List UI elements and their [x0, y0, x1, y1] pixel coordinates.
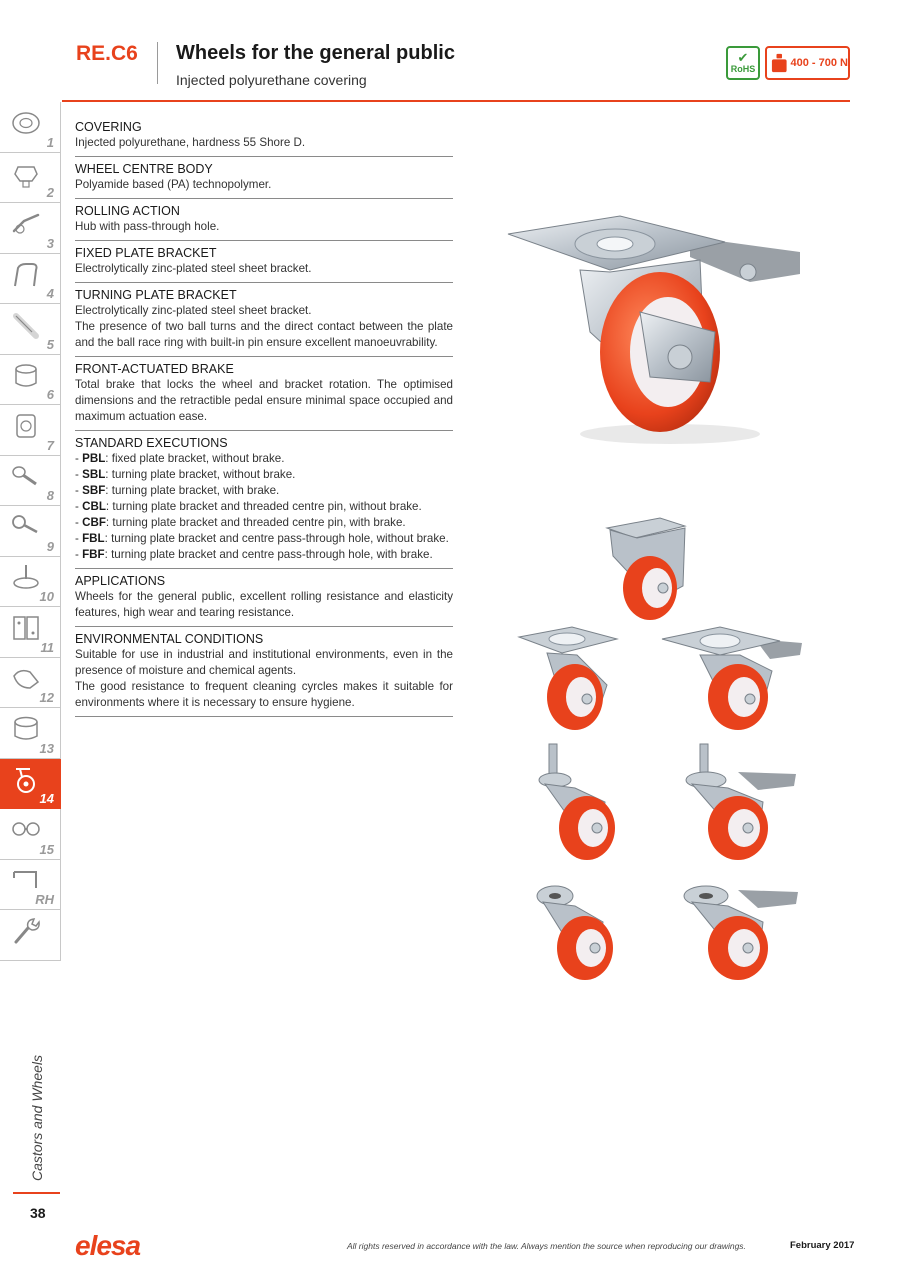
tab-number: 3: [46, 235, 54, 251]
execution-code: CBF: [82, 516, 106, 529]
tab-number: 5: [46, 336, 54, 352]
section-text: Suitable for use in industrial and institutional environments, even in the presence of moisture and chemical agents.: [75, 648, 453, 677]
side-tab-6[interactable]: [0, 355, 61, 406]
side-tab-9[interactable]: [0, 506, 61, 557]
side-tab-4[interactable]: [0, 254, 61, 305]
tab-number: 15: [39, 841, 54, 857]
execution-code: CBL: [82, 500, 106, 513]
section-title: TURNING PLATE BRACKET: [75, 288, 237, 302]
page-subtitle: Injected polyurethane covering: [176, 72, 367, 88]
knob-icon: [10, 159, 42, 189]
side-tab-15[interactable]: [0, 809, 61, 860]
execution-desc: : fixed plate bracket, without brake.: [105, 452, 285, 465]
side-tab-12[interactable]: [0, 658, 61, 709]
execution-item: - FBF: turning plate bracket and centre pass-through hole, with brake.: [75, 548, 433, 561]
castor-photo-pbl: [605, 516, 690, 621]
section-title: FRONT-ACTUATED BRAKE: [75, 362, 234, 376]
indicator-icon: [10, 411, 42, 441]
side-tab-2[interactable]: [0, 153, 61, 204]
load-range: 400 - 700 N: [790, 57, 848, 69]
side-tab-3[interactable]: [0, 203, 61, 254]
pass-through-hole-castor-image: [533, 882, 623, 982]
section-title: ROLLING ACTION: [75, 204, 180, 218]
execution-code: SBF: [82, 484, 106, 497]
section-text: The good resistance to frequent cleaning cyrcles makes it suitable for environments where it is necessary to ensure hygiene.: [75, 680, 453, 709]
execution-desc: : turning plate bracket and centre pass-through hole, with brake.: [104, 548, 433, 561]
page-title: Wheels for the general public: [176, 42, 455, 64]
threaded-knob-icon: [10, 361, 42, 391]
header-rule: [62, 100, 850, 102]
tab-number: 10: [39, 589, 54, 604]
section-text: Hub with pass-through hole.: [75, 220, 220, 233]
side-tab-14[interactable]: [0, 759, 61, 810]
execution-item: - CBL: turning plate bracket and threaded centre pin, without brake.: [75, 500, 422, 513]
section-text: Total brake that locks the wheel and bracket rotation. The optimised dimensions and the retractible pedal ensure minimal space occupied and maximum actuation ease.: [75, 378, 453, 423]
castor-icon: [10, 765, 42, 795]
side-tab-11[interactable]: [0, 607, 61, 658]
castor-photo-cbl: [535, 742, 625, 862]
side-tab-rh[interactable]: [0, 860, 61, 911]
pass-through-hole-castor-brake-image: [678, 882, 800, 982]
execution-code: PBL: [82, 452, 106, 465]
lever-icon: [10, 209, 42, 239]
tab-number: 1: [46, 134, 54, 150]
side-tab-7[interactable]: [0, 405, 61, 456]
bracket-icon: [10, 866, 42, 896]
castor-photo-sbl: [517, 625, 622, 732]
rohs-label: RoHS: [730, 64, 756, 74]
execution-item: - FBL: turning plate bracket and centre pass-through hole, without brake.: [75, 532, 449, 545]
section-text: The presence of two ball turns and the direct contact between the plate and the ball race ring with built-in pin ensure excellent manoeuvrability.: [75, 320, 453, 349]
rohs-badge: [726, 46, 760, 80]
spec-content: [75, 120, 453, 722]
execution-desc: : turning plate bracket, without brake.: [105, 468, 296, 481]
grip-icon: [10, 310, 42, 340]
section-rolling-action: [75, 204, 453, 241]
section-title: WHEEL CENTRE BODY: [75, 162, 213, 176]
tab-number: 8: [46, 488, 54, 503]
side-section-label: [12, 1050, 62, 1185]
tab-number: 6: [46, 387, 54, 402]
hinge-icon: [10, 613, 42, 643]
side-section-text: Castors and Wheels: [29, 1054, 45, 1181]
wrench-icon: [10, 916, 42, 946]
side-tabs: [0, 102, 61, 961]
swivel-castor-image: [517, 625, 622, 732]
section-title: FIXED PLATE BRACKET: [75, 246, 217, 260]
section-title: APPLICATIONS: [75, 574, 166, 588]
execution-code: FBF: [82, 548, 105, 561]
section-text: Wheels for the general public, excellent rolling resistance and elasticity features, high wear and tearing resistance.: [75, 590, 453, 619]
section-standard-executions: [75, 436, 453, 569]
side-tab-5[interactable]: [0, 304, 61, 355]
section-fixed-plate-bracket: [75, 246, 453, 283]
header-divider: [157, 42, 158, 84]
execution-item: - CBF: turning plate bracket and threaded centre pin, with brake.: [75, 516, 406, 529]
threaded-pin-castor-image: [535, 742, 625, 862]
tab-number: 2: [46, 185, 54, 200]
tab-number: 4: [46, 286, 54, 301]
fixed-castor-image: [605, 516, 690, 621]
side-tab-8[interactable]: [0, 456, 61, 507]
section-text: Electrolytically zinc-plated steel sheet bracket.: [75, 262, 312, 275]
execution-desc: : turning plate bracket and centre pass-through hole, without brake.: [104, 532, 449, 545]
threaded-pin-castor-brake-image: [678, 742, 798, 862]
handle-icon: [10, 260, 42, 290]
side-rule: [13, 1192, 60, 1194]
elesa-logo: elesa: [75, 1230, 141, 1261]
section-text: Polyamide based (PA) technopolymer.: [75, 178, 272, 191]
execution-code: FBL: [82, 532, 105, 545]
tab-number: 11: [40, 639, 54, 655]
castor-photo-cbf: [678, 742, 798, 862]
latch-icon: [10, 664, 42, 694]
load-badge: [765, 46, 850, 80]
execution-desc: : turning plate bracket, with brake.: [105, 484, 280, 497]
castor-photo-main: [500, 212, 820, 447]
eye-bolt-icon: [10, 512, 42, 542]
tab-number: 7: [46, 437, 54, 453]
section-environmental-conditions: [75, 632, 453, 717]
cap-icon: [10, 714, 42, 744]
check-icon: ✔: [737, 50, 749, 65]
section-text: Electrolytically zinc-plated steel sheet bracket.: [75, 304, 312, 317]
levelling-foot-icon: [10, 563, 42, 593]
execution-code: SBL: [82, 468, 106, 481]
section-title: STANDARD EXECUTIONS: [75, 436, 228, 450]
publication-date: February 2017: [790, 1240, 855, 1251]
section-title: ENVIRONMENTAL CONDITIONS: [75, 632, 264, 646]
plunger-icon: [10, 462, 42, 492]
side-tab-1[interactable]: [0, 102, 61, 153]
product-code: RE.C6: [76, 42, 138, 65]
section-wheel-centre-body: [75, 162, 453, 199]
tab-number: RH: [35, 892, 54, 907]
castor-with-brake-image: [500, 212, 820, 447]
execution-item: - SBL: turning plate bracket, without brake.: [75, 468, 296, 481]
weight-icon: [771, 52, 788, 74]
section-turning-plate-bracket: [75, 288, 453, 357]
tab-number: 12: [39, 690, 54, 705]
side-tab-13[interactable]: [0, 708, 61, 759]
execution-desc: : turning plate bracket and threaded centre pin, without brake.: [105, 500, 422, 513]
section-applications: [75, 574, 453, 627]
tab-number: 13: [39, 740, 54, 756]
copyright-note: All rights reserved in accordance with the law. Always mention the source when reproducing our drawings.: [347, 1241, 746, 1251]
control-knob-icon: [10, 108, 42, 138]
side-tab-tools[interactable]: [0, 910, 61, 961]
execution-item: - PBL: fixed plate bracket, without brake.: [75, 452, 285, 465]
execution-desc: : turning plate bracket and threaded centre pin, with brake.: [105, 516, 406, 529]
swivel-castor-brake-image: [660, 625, 805, 732]
clamp-icon: [10, 815, 42, 845]
section-front-actuated-brake: [75, 362, 453, 431]
page-number: 38: [30, 1205, 46, 1221]
castor-photo-fbl: [533, 882, 623, 982]
tab-number: 9: [46, 538, 54, 554]
section-title: COVERING: [75, 120, 142, 134]
section-text: Injected polyurethane, hardness 55 Shore D.: [75, 136, 306, 149]
side-tab-10[interactable]: [0, 557, 61, 608]
castor-photo-fbf: [678, 882, 800, 982]
castor-photo-sbf: [660, 625, 805, 732]
execution-item: - SBF: turning plate bracket, with brake.: [75, 484, 280, 497]
tab-number: 14: [39, 791, 54, 806]
section-covering: [75, 120, 453, 157]
